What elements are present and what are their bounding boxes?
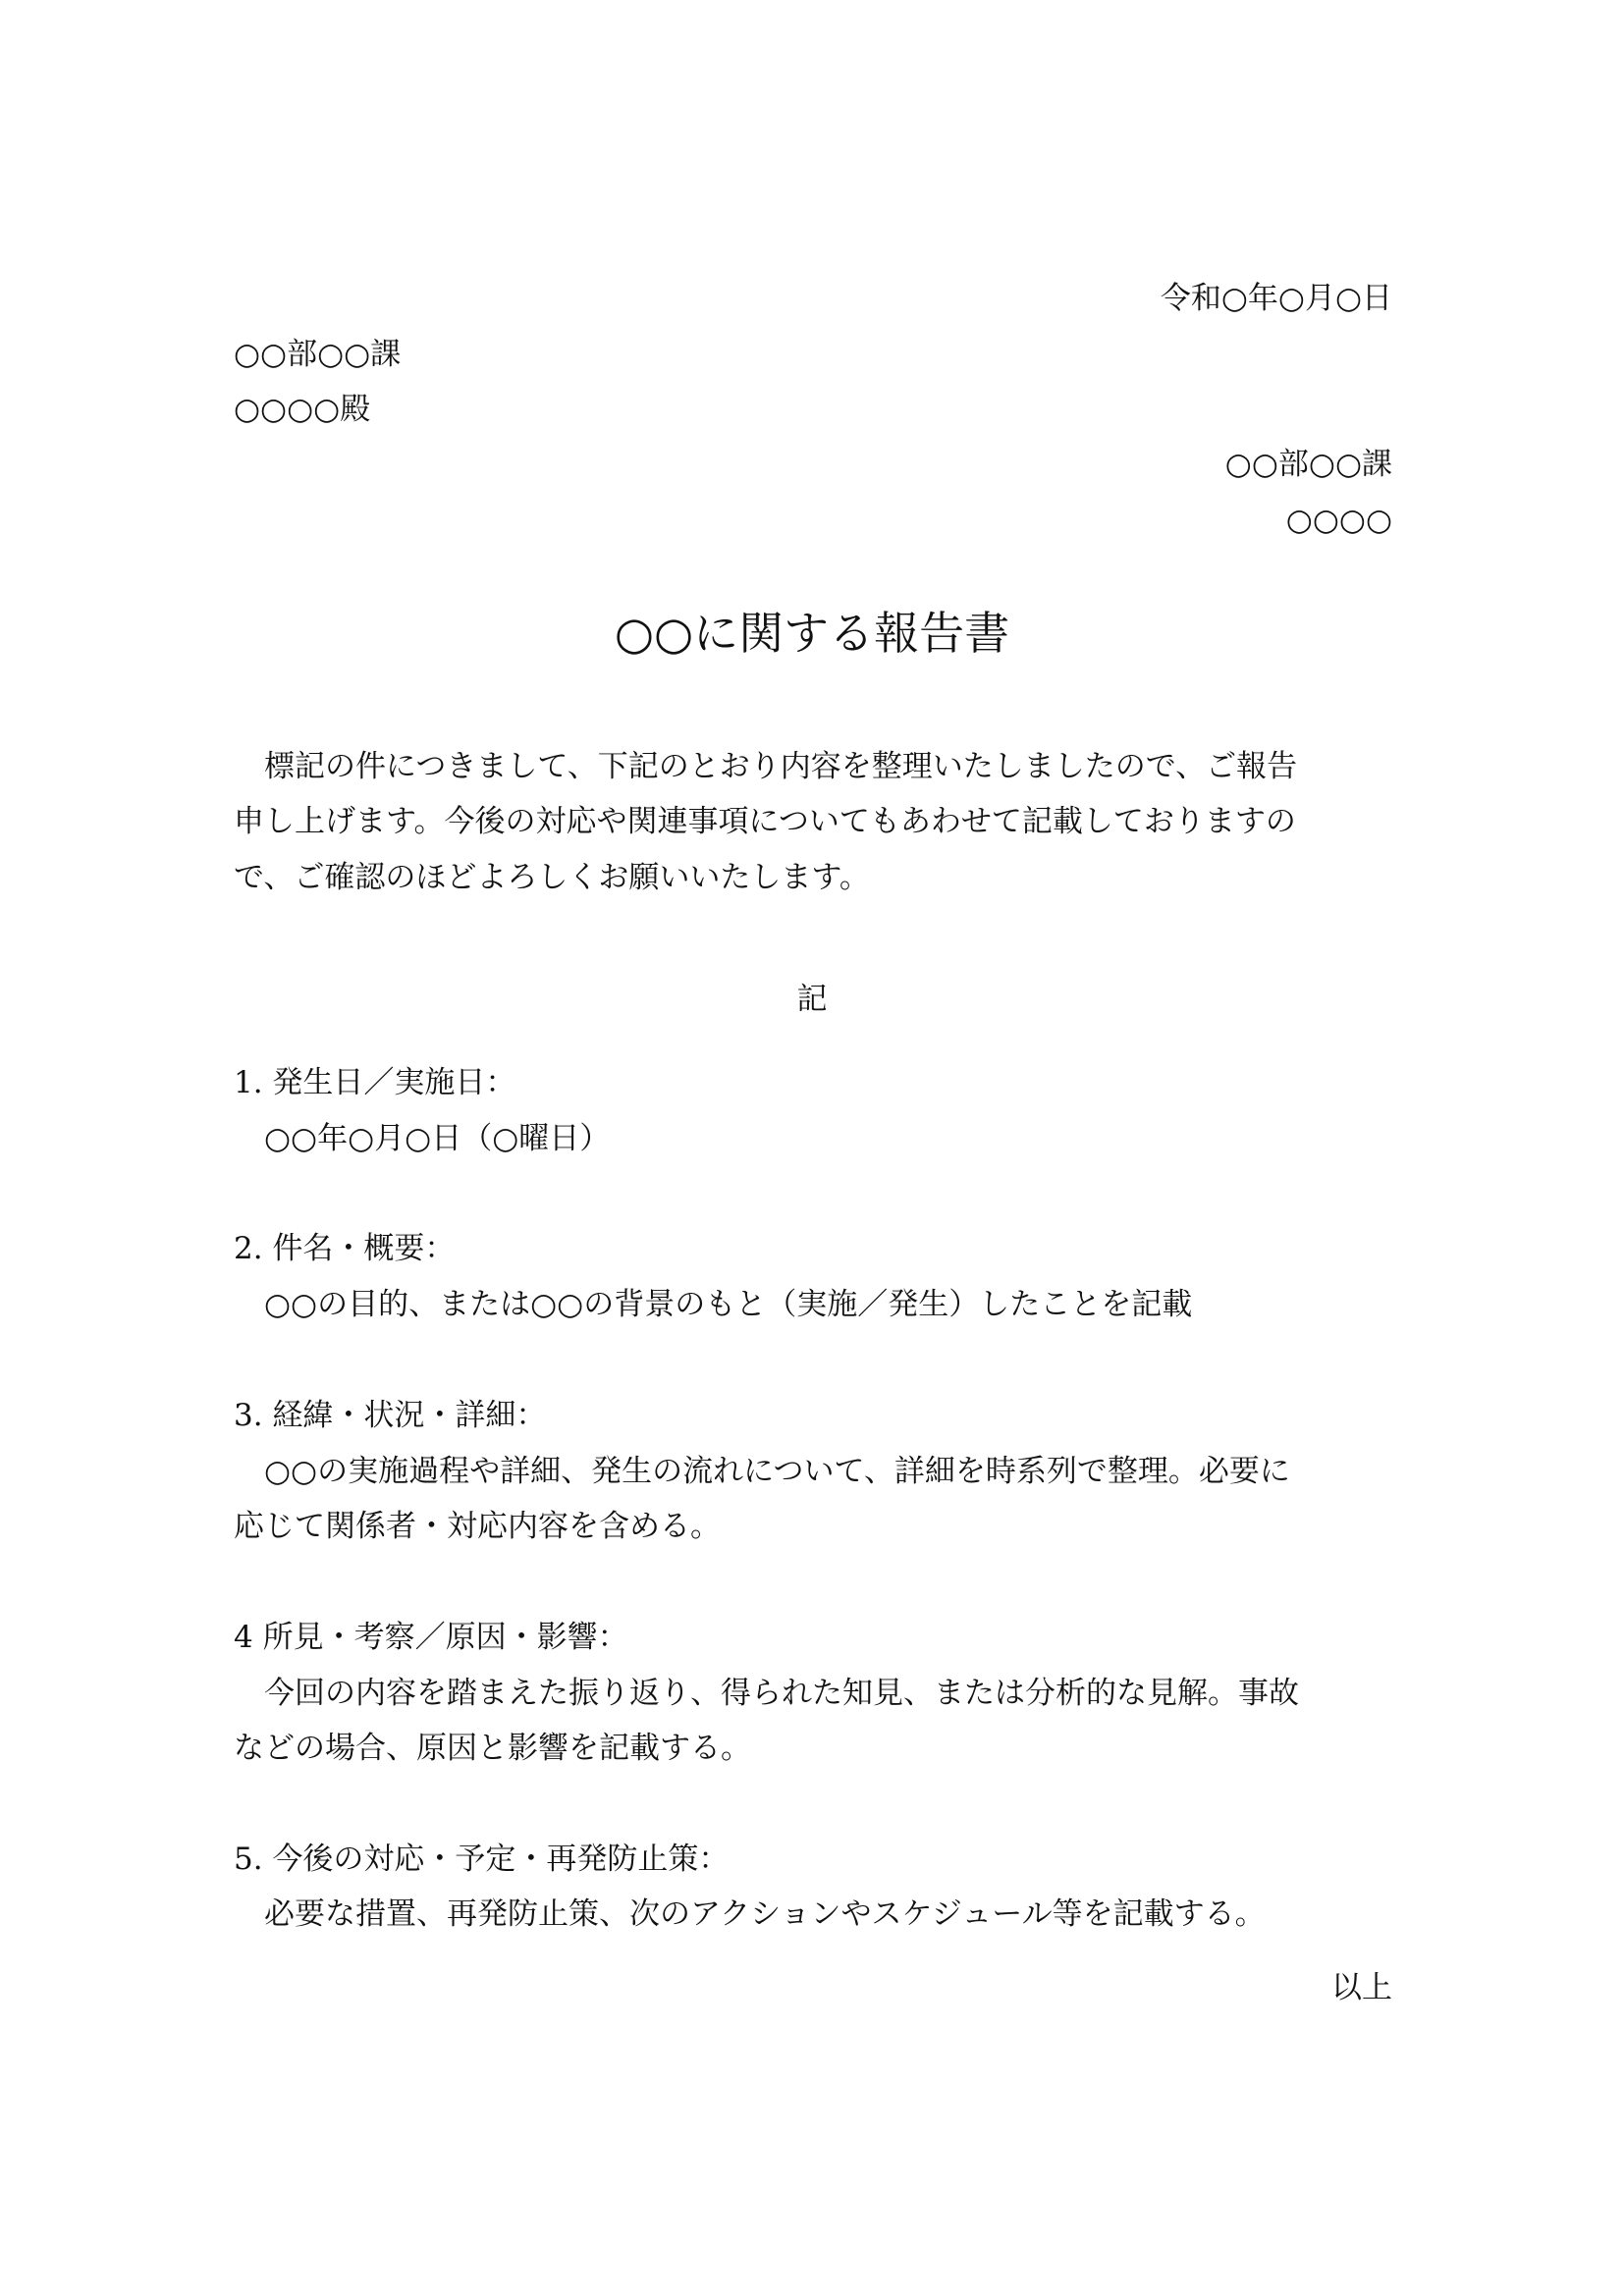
section-text: ○○の目的、または○○の背景のもと（実施／発生）したことを記載 [234,1287,1193,1322]
section-heading: 5. 今後の対応・予定・再発防止策： [234,1842,730,1877]
section-text: 必要な措置、再発防止策、次のアクションやスケジュール等を記載する。 [234,1896,1266,1932]
recipient-name: ○○○○殿 [234,392,371,427]
document-title: ○○に関する報告書 [614,607,1010,660]
section-text: 応じて関係者・対応内容を含める。 [234,1509,721,1544]
section-text: などの場合、原因と影響を記載する。 [234,1731,751,1766]
sender-name: ○○○○ [1285,503,1392,538]
section-heading: 2. 件名・概要： [234,1231,456,1266]
section-heading: 1. 発生日／実施日： [234,1065,516,1100]
section-text: 今回の内容を踏まえた振り返り、得られた知見、または分析的な見解。事故 [234,1676,1299,1711]
intro-line: 標記の件につきまして、下記のとおり内容を整理いたしましたので、ご報告 [234,749,1298,784]
intro-line: 申し上げます。今後の対応や関連事項についてもあわせて記載しておりますの [234,804,1296,839]
section-text: ○○の実施過程や詳細、発生の流れについて、詳細を時系列で整理。必要に [234,1454,1290,1489]
section-heading: 4 所見・考察／原因・影響： [234,1620,628,1655]
closing-mark: 以上 [1331,1970,1392,2005]
report-date: 令和○年○月○日 [1160,281,1392,316]
section-heading: 3. 経緯・状況・詳細： [234,1398,547,1433]
recipient-department: ○○部○○課 [234,337,402,372]
intro-line: で、ご確認のほどよろしくお願いいたします。 [234,860,870,895]
sender-department: ○○部○○課 [1224,447,1392,482]
ki-marker: 記 [796,982,828,1017]
section-text: ○○年○月○日（○曜日） [234,1121,611,1156]
